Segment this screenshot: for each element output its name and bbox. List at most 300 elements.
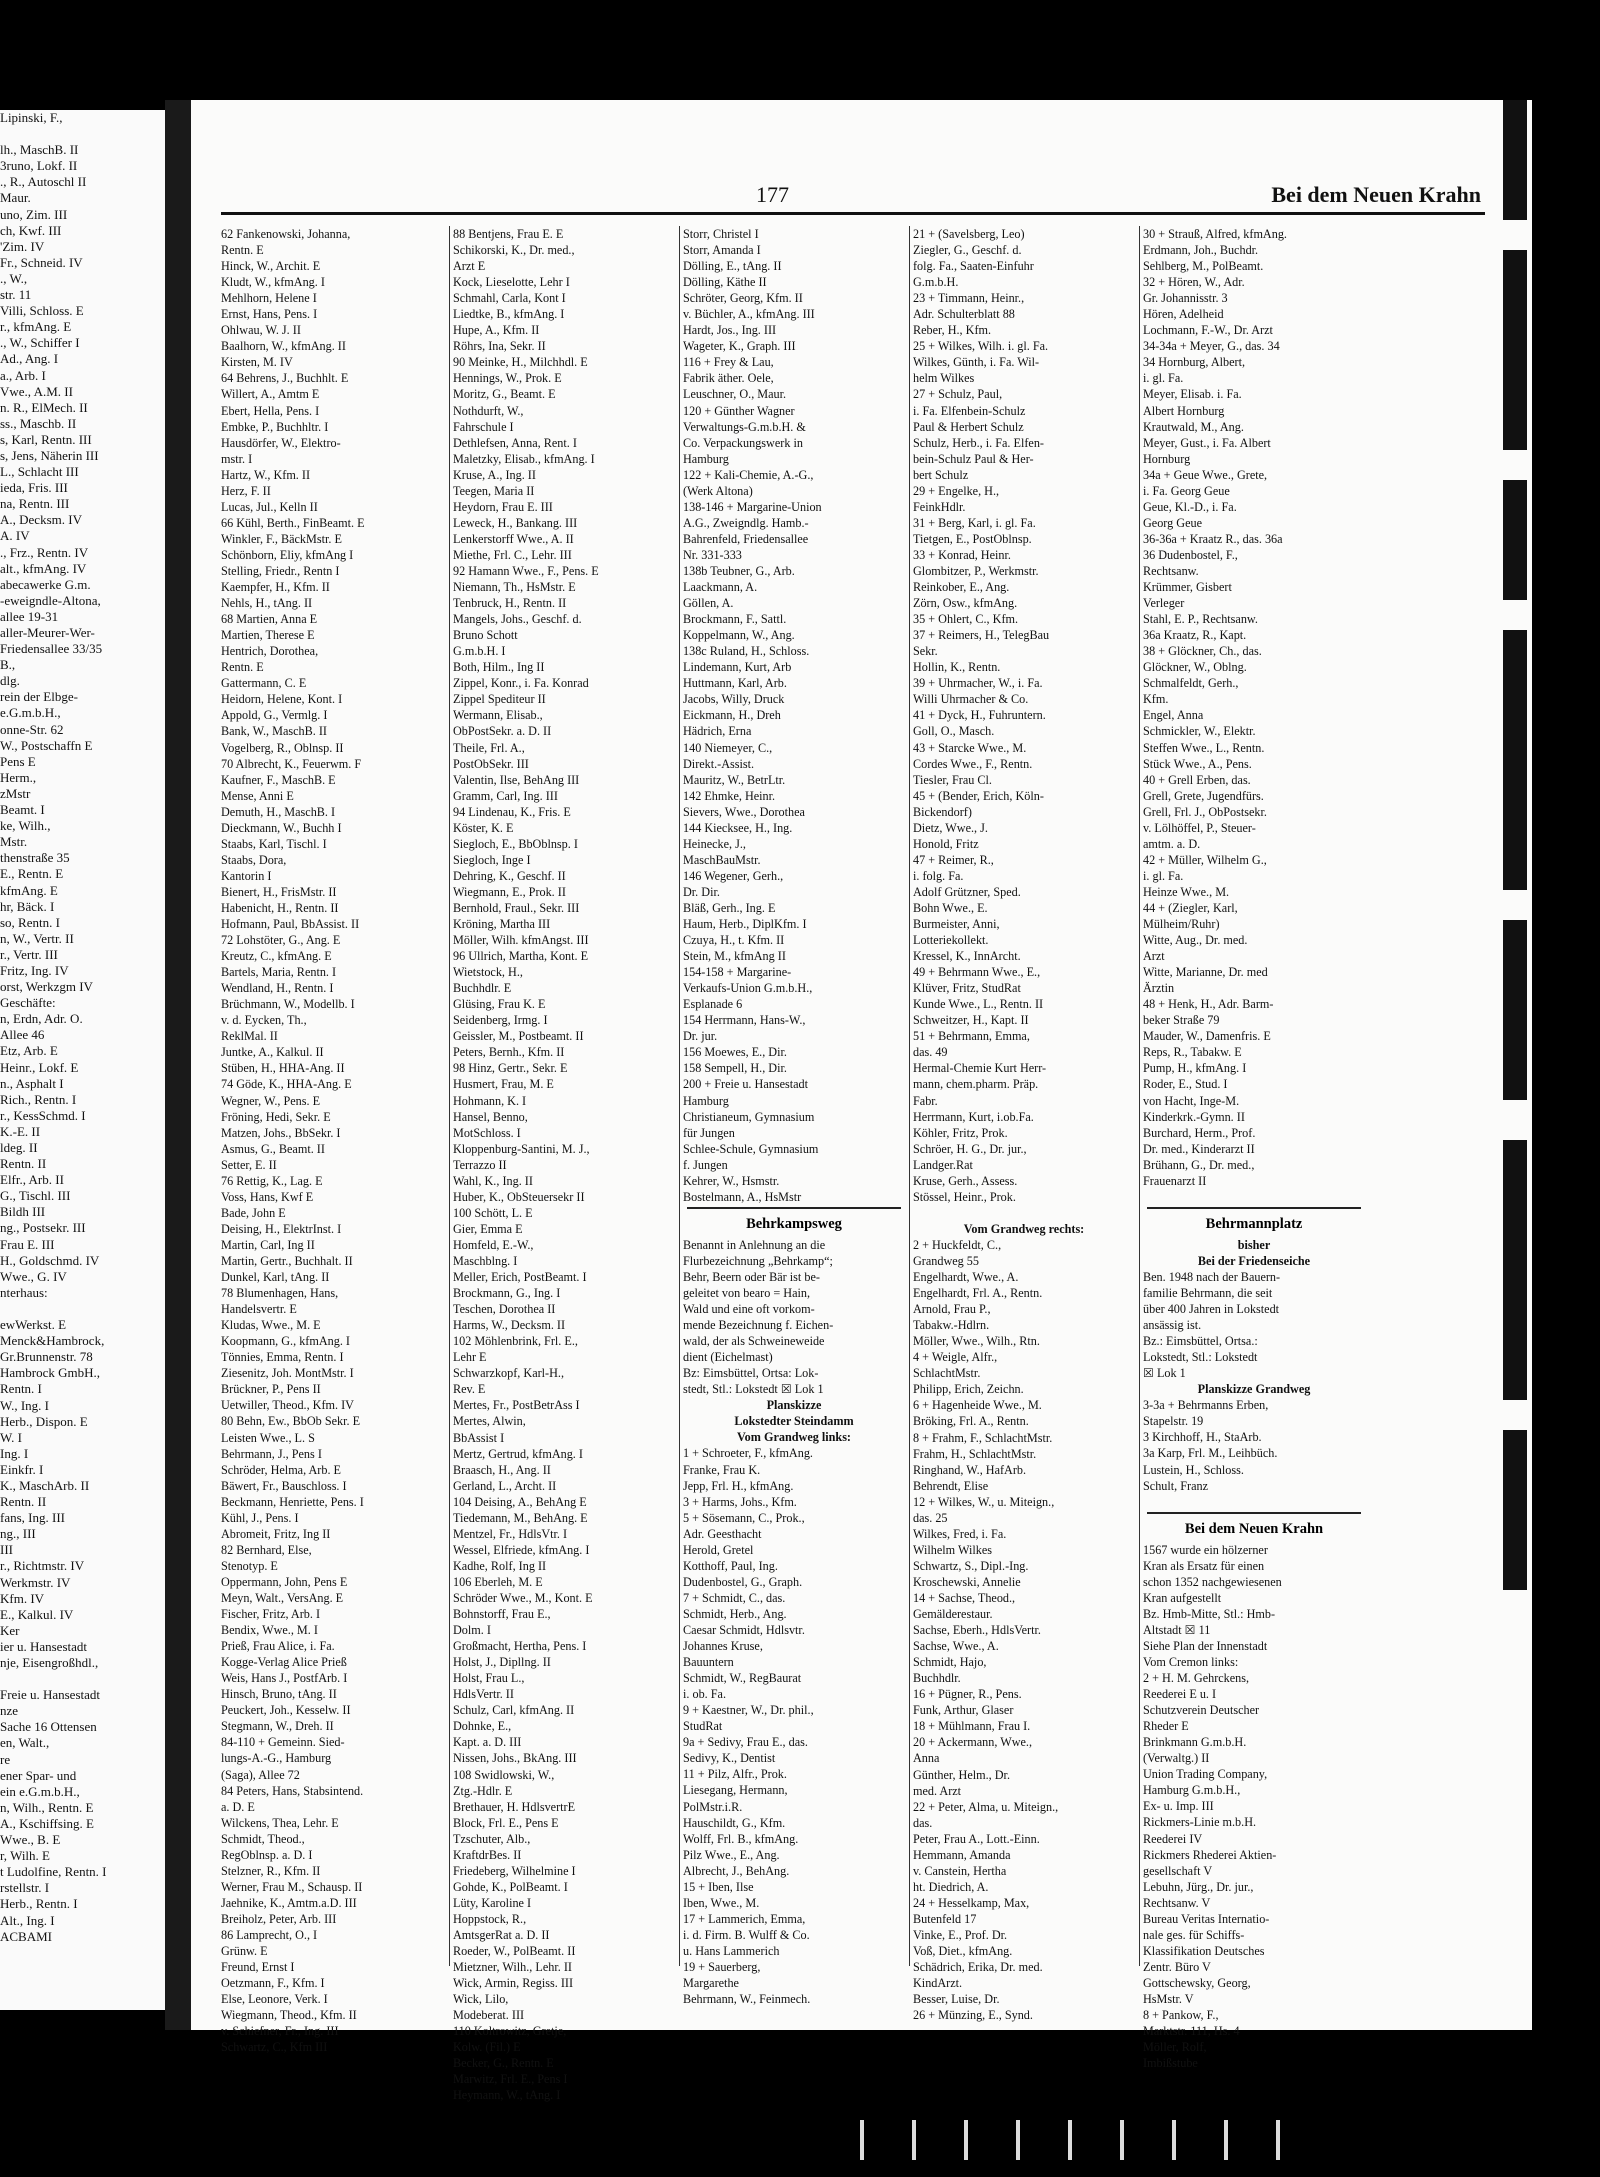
- prev-page-line: hr, Bäck. I: [0, 898, 55, 914]
- directory-entry-line: Pump, H., kfmAng. I: [1143, 1061, 1247, 1076]
- directory-entry-line: Homfeld, E.-W.,: [453, 1237, 534, 1252]
- directory-entry-line: Kadhe, Rolf, Ing II: [453, 1558, 547, 1573]
- directory-entry-line: Ohlwau, W. J. II: [221, 323, 301, 338]
- directory-entry-line: ht. Diedrich, A.: [913, 1879, 989, 1894]
- directory-entry-line: 110 Koltrowitz, Gretje,: [453, 2024, 567, 2039]
- directory-entry-line: Verwaltungs-G.m.b.H. &: [683, 419, 806, 434]
- prev-page-line: Mstr.: [0, 834, 28, 850]
- directory-entry-line: Co. Verpackungswerk in: [683, 435, 803, 450]
- prev-page-line: rstellstr. I: [0, 1880, 50, 1896]
- directory-entry-line: MotSchloss. I: [453, 1125, 521, 1140]
- directory-entry-line: Frahm, H., SchlachtMstr.: [913, 1446, 1037, 1461]
- prev-page-line: n. R., ElMech. II: [0, 399, 88, 415]
- directory-entry-line: StudRat: [683, 1719, 723, 1734]
- directory-entry-line: Hermal-Chemie Kurt Herr-: [913, 1061, 1047, 1076]
- prev-page-line: rein der Elbge-: [0, 689, 78, 705]
- directory-entry-line: 140 Niemeyer, C.,: [683, 740, 773, 755]
- directory-entry-line: Jaehnike, K., Amtm.a.D. III: [221, 1895, 357, 1910]
- directory-entry-line: Arzt E: [453, 259, 486, 274]
- directory-entry-line: SchlachtMstr.: [913, 1366, 981, 1381]
- directory-entry-line: Dunkel, Karl, tAng. II: [221, 1270, 330, 1285]
- directory-entry-line: Seidenberg, Irmg. I: [453, 1013, 548, 1028]
- directory-entry-line: Wilkes, Günth, i. Fa. Wil-: [913, 355, 1040, 370]
- prev-page-line: Fritz, Ing. IV: [0, 962, 69, 978]
- directory-entry-line: 72 Lohstöter, G., Ang. E: [221, 933, 341, 948]
- directory-entry-line: Mangels, Johs., Geschf. d.: [453, 612, 582, 627]
- directory-entry-line: [913, 1205, 1135, 1221]
- directory-entry-line: Flurbezeichnung „Behrkamp“;: [683, 1253, 833, 1268]
- prev-page-line: zMstr: [0, 785, 31, 801]
- directory-entry-line: Hamburg G.m.b.H.,: [1143, 1783, 1241, 1798]
- directory-entry-line: folg. Fa., Saaten-Einfuhr: [913, 259, 1034, 274]
- directory-entry-line: gesellschaft V: [1143, 1863, 1213, 1878]
- directory-entry-line: Adr. Geesthacht: [683, 1526, 762, 1541]
- directory-entry-line: Mülheim/Ruhr): [1143, 917, 1220, 932]
- directory-entry-line: Albert Hornburg: [1143, 403, 1225, 418]
- directory-entry-line: Teegen, Maria II: [453, 483, 535, 498]
- directory-entry-line: Lochmann, F.-W., Dr. Arzt: [1143, 323, 1273, 338]
- directory-entry-line: Göllen, A.: [683, 596, 734, 611]
- directory-entry-line: Hauschildt, G., Kfm.: [683, 1815, 786, 1830]
- directory-entry-line: Kantorin I: [221, 868, 272, 883]
- directory-entry-line: Fischer, Fritz, Arb. I: [221, 1607, 321, 1622]
- directory-entry-line: Bendix, Wwe., M. I: [221, 1623, 318, 1638]
- directory-entry-line: Röhrs, Ina, Sekr. II: [453, 339, 546, 354]
- directory-entry-line: 74 Göde, K., HHA-Ang. E: [221, 1077, 352, 1092]
- directory-entry-line: Nehls, H., tAng. II: [221, 596, 313, 611]
- directory-entry-line: Ex- u. Imp. III: [1143, 1799, 1214, 1814]
- prev-page-line: Rentn. I: [0, 1381, 42, 1397]
- directory-entry-line: Beckmann, Henriette, Pens. I: [221, 1494, 364, 1509]
- directory-entry-line: v. Schiefner, Fr., Ing. III: [221, 2024, 339, 2039]
- prev-page-line: r., Vertr. III: [0, 946, 58, 962]
- directory-entry-line: 41 + Dyck, H., Fuhruntern.: [913, 708, 1046, 723]
- directory-entry-line: Sedivy, K., Dentist: [683, 1751, 776, 1766]
- directory-entry-line: Rechtsanw. V: [1143, 1895, 1211, 1910]
- directory-entry-line: Peuckert, Joh., Kesselw. II: [221, 1703, 351, 1718]
- directory-entry-line: 36-36a + Kraatz R., das. 36a: [1143, 531, 1283, 546]
- directory-entry-line: Schröder Wwe., M., Kont. E: [453, 1590, 593, 1605]
- directory-entry-line: Günther, Helm., Dr.: [913, 1767, 1010, 1782]
- directory-entry-line: Hören, Adelheid: [1143, 307, 1224, 322]
- prev-page-line: Pens E: [0, 753, 36, 769]
- prev-page-line: alt., kfmAng. IV: [0, 560, 87, 576]
- directory-entry-line: Caesar Schmidt, Hdlsvtr.: [683, 1622, 805, 1637]
- directory-entry-line: 154-158 + Margarine-: [683, 965, 792, 980]
- directory-entry-line: Rev. E: [453, 1382, 486, 1397]
- directory-entry-line: Imbißstube: [1143, 2056, 1198, 2071]
- directory-entry-line: familie Behrmann, die seit: [1143, 1286, 1273, 1300]
- directory-entry-line: Brückner, P., Pens II: [221, 1382, 321, 1397]
- directory-entry-line: Kotthoff, Paul, Ing.: [683, 1558, 778, 1573]
- directory-entry-line: Geue, Kl.-D., i. Fa.: [1143, 499, 1237, 514]
- directory-entry-line: G.m.b.H. I: [453, 644, 506, 659]
- directory-entry-line: bein-Schulz Paul & Her-: [913, 451, 1034, 466]
- directory-entry-line: HsMstr. V: [1143, 1991, 1194, 2006]
- directory-entry-line: Wilkes, Fred, i. Fa.: [913, 1526, 1007, 1541]
- directory-entry-line: Bickendorf): [913, 804, 972, 819]
- directory-entry-line: 11 + Pilz, Alfr., Prok.: [683, 1767, 787, 1782]
- prev-page-line: ., R., Autoschl II: [0, 174, 87, 190]
- column-divider: [909, 226, 910, 1966]
- directory-entry-line: Brockmann, F., Sattl.: [683, 612, 787, 627]
- directory-entry-line: Witte, Aug., Dr. med.: [1143, 933, 1248, 948]
- directory-entry-line: Bade, John E: [221, 1205, 286, 1220]
- previous-page-fragment: [0, 110, 165, 2010]
- directory-entry-line: Cordes Wwe., F., Rentn.: [913, 756, 1033, 771]
- directory-entry-line: 84 Peters, Hans, Stabsintend.: [221, 1783, 364, 1798]
- directory-entry-line: Storr, Christel I: [683, 227, 759, 241]
- directory-entry-line: Reederei IV: [1143, 1831, 1203, 1846]
- directory-entry-line: Reps, R., Tabakw. E: [1143, 1045, 1242, 1060]
- directory-entry-line: 1567 wurde ein hölzerner: [1143, 1542, 1268, 1557]
- directory-entry-line: Hennings, W., Prok. E: [453, 371, 562, 386]
- directory-entry-line: Modeberat. III: [453, 2008, 525, 2023]
- directory-entry-line: 48 + Henk, H., Adr. Barm-: [1143, 997, 1274, 1012]
- prev-page-line: Wwe., G. IV: [0, 1268, 67, 1284]
- directory-entry-line: Hollin, K., Rentn.: [913, 660, 1001, 675]
- directory-entry-line: Dethlefsen, Anna, Rent. I: [453, 435, 577, 450]
- directory-entry-line: Else, Leonore, Verk. I: [221, 1992, 328, 2007]
- directory-entry-line: schon 1352 nachgewiesenen: [1143, 1574, 1282, 1589]
- directory-entry-line: 27 + Schulz, Paul,: [913, 387, 1003, 402]
- directory-entry-line: Dohnke, E.,: [453, 1719, 512, 1734]
- directory-entry-line: G.m.b.H.: [913, 275, 959, 290]
- page-number: 177: [756, 182, 789, 207]
- directory-entry-line: 51 + Behrmann, Emma,: [913, 1029, 1030, 1044]
- directory-entry-line: Zentr. Büro V: [1143, 1959, 1211, 1974]
- directory-entry-line: BbAssist I: [453, 1430, 505, 1445]
- prev-page-line: Lipinski, F.,: [0, 110, 63, 125]
- prev-page-line: en, Walt.,: [0, 1735, 50, 1751]
- directory-entry-line: Philipp, Erich, Zeichn.: [913, 1382, 1024, 1397]
- directory-entry-line: Funk, Arthur, Glaser: [913, 1703, 1014, 1718]
- directory-entry-line: Schmickler, W., Elektr.: [1143, 724, 1256, 739]
- directory-entry-line: das. 25: [913, 1510, 948, 1525]
- directory-entry-line: Laackmann, A.: [683, 580, 758, 595]
- directory-entry-line: Liedtke, B., kfmAng. I: [453, 307, 565, 322]
- heading-rule: [1147, 1207, 1361, 1209]
- directory-entry-line: 146 Wegener, Gerh.,: [683, 868, 784, 883]
- directory-entry-line: Werner, Frau M., Schausp. II: [221, 1879, 363, 1894]
- directory-entry-line: Behrmann, W., Feinmech.: [683, 1992, 811, 2007]
- directory-entry-line: v. Büchler, A., kfmAng. III: [683, 307, 815, 322]
- directory-entry-line: Becker, G., Rentn. E: [453, 2056, 554, 2071]
- directory-entry-line: Fahrschule I: [453, 419, 514, 434]
- street-heading: Bei dem Neuen Krahn: [1184, 1520, 1324, 1537]
- directory-entry-line: Leuschner, O., Maur.: [683, 387, 787, 402]
- prev-page-line: Ker: [0, 1622, 20, 1638]
- directory-entry-line: Hupe, A., Kfm. II: [453, 323, 540, 338]
- directory-entry-line: KindArzt.: [913, 1976, 963, 1991]
- prev-page-line: Gr.Brunnenstr. 78: [0, 1349, 93, 1365]
- directory-entry-line: Niemann, Th., HsMstr. E: [453, 580, 576, 595]
- directory-entry-line: 70 Albrecht, K., Feuerwm. F: [221, 756, 362, 771]
- prev-page-line: onne-Str. 62: [0, 721, 64, 737]
- directory-entry-line: wald, der als Schweineweide: [683, 1334, 825, 1349]
- directory-entry-line: Nothdurft, W.,: [453, 403, 524, 418]
- directory-entry-line: Wiegmann, Theod., Kfm. II: [221, 2008, 357, 2023]
- prev-page-line: Ad., Ang. I: [0, 351, 59, 367]
- directory-entry-line: Hinck, W., Archit. E: [221, 259, 321, 274]
- directory-entry-line: Hamburg: [683, 451, 729, 466]
- directory-entry-line: Schröter, Georg, Kfm. II: [683, 291, 803, 306]
- directory-entry-line: 34a + Geue Wwe., Grete,: [1143, 467, 1268, 482]
- directory-entry-line: 120 + Günther Wagner: [683, 403, 795, 418]
- prev-page-line: fans, Ing. III: [0, 1510, 65, 1526]
- directory-entry-line: Heinecke, J.,: [683, 836, 746, 851]
- directory-entry-line: Sekr.: [913, 644, 938, 659]
- column-divider: [449, 226, 450, 1966]
- directory-entry-line: Frauenarzt II: [1143, 1173, 1207, 1188]
- directory-entry-line: Leweck, H., Bankang. III: [453, 515, 578, 530]
- directory-entry-line: amtm. a. D.: [1143, 836, 1201, 851]
- directory-entry-line: Voss, Hans, Kwf E: [221, 1189, 314, 1204]
- directory-entry-line: Breiholz, Peter, Arb. III: [221, 1911, 337, 1926]
- directory-entry-line: Lüty, Karoline I: [453, 1895, 532, 1910]
- directory-entry-line: i. folg. Fa.: [913, 868, 964, 883]
- book-gutter: [165, 100, 191, 2030]
- directory-entry-line: Dehring, K., Geschf. II: [453, 868, 566, 883]
- directory-entry-line: Habenicht, H., Rentn. II: [221, 900, 339, 915]
- directory-entry-line: Möller, Rolf,: [1143, 2040, 1207, 2055]
- directory-entry-line: PostObSekr. III: [453, 756, 529, 771]
- directory-entry-line: 68 Martien, Anna E: [221, 612, 318, 627]
- directory-entry-line: Vinke, E., Prof. Dr.: [913, 1927, 1008, 1942]
- directory-entry-line: Klassifikation Deutsches: [1143, 1943, 1265, 1958]
- directory-entry-line: Lustein, H., Schloss.: [1143, 1462, 1244, 1477]
- directory-entry-line: Adolf Grützner, Sped.: [913, 884, 1021, 899]
- directory-entry-line: Weis, Hans J., PostfArb. I: [221, 1671, 348, 1686]
- directory-entry-line: 94 Lindenau, K., Fris. E: [453, 804, 571, 819]
- directory-entry-line: Krautwald, M., Ang.: [1143, 419, 1244, 434]
- directory-entry-line: Kogge-Verlag Alice Prieß: [221, 1655, 347, 1670]
- directory-entry-line: Engel, Anna: [1143, 708, 1204, 723]
- directory-entry-line: Hoppstock, R.,: [453, 1911, 527, 1926]
- prev-page-line: L., Schlacht III: [0, 464, 79, 480]
- directory-entry-line: Huber, K., ObSteuersekr II: [453, 1189, 585, 1204]
- prev-page-line: Maur.: [0, 190, 31, 206]
- prev-page-line: E., Kalkul. IV: [0, 1606, 74, 1622]
- directory-entry-line: Schult, Franz: [1143, 1478, 1208, 1493]
- directory-entry-line: Direkt.-Assist.: [683, 756, 755, 771]
- directory-entry-line: Zippel Spediteur II: [453, 692, 546, 707]
- directory-entry-line: Wegner, W., Pens. E: [221, 1093, 321, 1108]
- directory-entry-line: Schmidt, W., RegBaurat: [683, 1671, 802, 1686]
- prev-page-line: ss., Maschb. II: [0, 415, 77, 431]
- prev-page-line: t Ludolfine, Rentn. I: [0, 1864, 107, 1880]
- directory-entry-line: Möller, Wwe., Wilh., Rtn.: [913, 1334, 1040, 1349]
- directory-entry-line: (Werk Altona): [683, 483, 753, 498]
- prev-page-line: [0, 126, 165, 142]
- directory-entry-line: 43 + Starcke Wwe., M.: [913, 740, 1027, 755]
- section-subheading: Bei der Friedenseiche: [1197, 1253, 1311, 1268]
- directory-entry-line: 78 Blumenhagen, Hans,: [221, 1286, 339, 1301]
- directory-entry-line: Herrmann, Kurt, i.ob.Fa.: [913, 1109, 1034, 1124]
- directory-entry-line: Dieckmann, W., Buchh I: [221, 820, 342, 835]
- directory-entry-line: Wald und eine oft vorkom-: [683, 1302, 815, 1317]
- directory-entry-line: Hofmann, Paul, BbAssist. II: [221, 917, 360, 932]
- directory-entry-line: Dölling, E., tAng. II: [683, 259, 782, 274]
- directory-entry-line: 49 + Behrmann Wwe., E.,: [913, 965, 1041, 980]
- directory-entry-line: Tabakw.-Hdlrn.: [913, 1318, 990, 1333]
- directory-entry-line: Anna: [913, 1751, 940, 1766]
- directory-entry-line: Oppermann, John, Pens E: [221, 1574, 348, 1589]
- prev-page-line: 3runo, Lokf. II: [0, 158, 78, 174]
- directory-entry-line: 66 Kühl, Berth., FinBeamt. E: [221, 515, 365, 530]
- directory-entry-line: 1 + Schroeter, F., kfmAng.: [683, 1446, 813, 1461]
- directory-entry-line: Meyer, Gust., i. Fa. Albert: [1143, 435, 1271, 450]
- directory-entry-line: Sachse, Wwe., A.: [913, 1639, 999, 1654]
- directory-entry-line: Wageter, K., Graph. III: [683, 339, 796, 354]
- directory-entry-line: Tietgen, E., PostOblnsp.: [913, 531, 1032, 546]
- directory-entry-line: Matzen, Johs., BbSekr. I: [221, 1125, 341, 1140]
- directory-entry-line: Glöckner, W., Oblng.: [1143, 660, 1247, 675]
- directory-entry-line: Huttmann, Karl, Arb.: [683, 676, 787, 691]
- prev-page-line: A., Decksm. IV: [0, 512, 82, 528]
- directory-entry-line: Behrendt, Elise: [913, 1478, 989, 1493]
- directory-entry-line: Mertz, Gertrud, kfmAng. I: [453, 1446, 583, 1461]
- prev-page-line: s, Jens, Näherin III: [0, 447, 99, 463]
- directory-entry-line: 154 Herrmann, Hans-W.,: [683, 1013, 806, 1028]
- directory-entry-line: Landger.Rat: [913, 1157, 973, 1172]
- prev-page-line: Freie u. Hansestadt: [0, 1687, 101, 1703]
- prev-page-line: Herb., Dispon. E: [0, 1413, 88, 1429]
- directory-entry-line: Ztg.-Hdlr. E: [453, 1783, 513, 1798]
- prev-page-line: Einkfr. I: [0, 1461, 44, 1477]
- directory-entry-line: Bernhold, Fraul., Sekr. III: [453, 900, 580, 915]
- prev-page-line: Wwe., B. E: [0, 1832, 61, 1848]
- directory-entry-line: Bz: Eimsbüttel, Ortsa: Lok-: [683, 1366, 819, 1381]
- directory-entry-line: 122 + Kali-Chemie, A.-G.,: [683, 467, 814, 482]
- directory-entry-line: Pilz Wwe., E., Ang.: [683, 1847, 780, 1862]
- directory-entry-line: Stein, M., kfmAng II: [683, 949, 786, 964]
- directory-entry-line: Meller, Erich, PostBeamt. I: [453, 1270, 587, 1285]
- directory-entry-line: RegOblnsp. a. D. I: [221, 1847, 313, 1862]
- directory-entry-line: Kran als Ersatz für einen: [1143, 1558, 1265, 1573]
- directory-entry-line: Heymann, W., tAng. I: [453, 2088, 561, 2103]
- directory-entry-line: 26 + Münzing, E., Synd.: [913, 2008, 1033, 2023]
- directory-entry-line: Mauritz, W., BetrLtr.: [683, 772, 786, 787]
- directory-entry-line: Lindemann, Kurt, Arb: [683, 660, 792, 675]
- directory-entry-line: 38 + Glöckner, Ch., das.: [1143, 644, 1262, 659]
- directory-entry-line: 102 Möhlenbrink, Frl. E.,: [453, 1334, 578, 1349]
- directory-entry-line: Mietzner, Wilh., Lehr. II: [453, 1960, 572, 1975]
- directory-entry-line: Bläß, Gerh., Ing. E: [683, 900, 776, 915]
- directory-entry-line: Hädrich, Erna: [683, 724, 752, 739]
- directory-entry-line: 19 + Sauerberg,: [683, 1959, 761, 1974]
- directory-entry-line: 36 Dudenbostel, F.,: [1143, 547, 1238, 562]
- prev-page-line: so, Rentn. I: [0, 914, 60, 930]
- directory-entry-line: von Hacht, Inge-M.: [1143, 1093, 1240, 1108]
- prev-page-line: K.-E. II: [0, 1123, 41, 1139]
- directory-entry-line: Reinkober, E., Ang.: [913, 580, 1010, 595]
- directory-entry-line: Dölling, Käthe II: [683, 275, 767, 290]
- directory-entry-line: Koppelmann, W., Ang.: [683, 628, 795, 643]
- column-5: [1143, 226, 1365, 2071]
- directory-entry-line: Bauuntern: [683, 1655, 734, 1670]
- prev-page-line: ng., III: [0, 1526, 36, 1542]
- directory-entry-line: Brinkmann G.m.b.H.: [1143, 1735, 1247, 1750]
- directory-entry-line: Lucas, Jul., Kelln II: [221, 499, 318, 514]
- directory-entry-line: A.G., Zweigndlg. Hamb.-: [683, 515, 809, 530]
- directory-entry-line: Holst, Frau L.,: [453, 1671, 525, 1686]
- directory-entry-line: 80 Behn, Ew., BbOb Sekr. E: [221, 1414, 361, 1429]
- directory-entry-line: Arzt: [1143, 949, 1165, 964]
- prev-page-line: Villi, Schloss. E: [0, 303, 84, 319]
- directory-entry-line: Kunde Wwe., L., Rentn. II: [913, 997, 1044, 1012]
- directory-entry-line: 138-146 + Margarine-Union: [683, 499, 822, 514]
- directory-entry-line: Jacobs, Willy, Druck: [683, 692, 785, 707]
- directory-entry-line: Schutzverein Deutscher: [1143, 1703, 1260, 1718]
- directory-entry-line: Kehrer, W., Hsmstr.: [683, 1173, 780, 1188]
- prev-page-line: ier u. Hansestadt: [0, 1638, 88, 1654]
- directory-entry-line: mstr. I: [221, 451, 253, 466]
- directory-entry-line: Stenotyp. E: [221, 1558, 278, 1573]
- directory-entry-line: Peters, Bernh., Kfm. II: [453, 1045, 565, 1060]
- directory-entry-line: Nr. 331-333: [683, 547, 742, 562]
- directory-entry-line: Bz.: Eimsbüttel, Ortsa.:: [1143, 1334, 1258, 1349]
- directory-entry-line: 44 + (Ziegler, Karl,: [1143, 900, 1238, 915]
- directory-entry-line: 5 + Sösemann, C., Prok.,: [683, 1510, 805, 1525]
- directory-entry-line: Tiedemann, M., BehAng. E: [453, 1510, 588, 1525]
- directory-entry-line: Kühl, J., Pens. I: [221, 1510, 299, 1525]
- directory-entry-line: 6 + Hagenheide Wwe., M.: [913, 1398, 1042, 1413]
- directory-entry-line: 21 + (Savelsberg, Leo): [913, 227, 1025, 241]
- directory-entry-line: [1143, 1494, 1365, 1510]
- prev-page-line: nterhaus:: [0, 1284, 48, 1300]
- directory-entry-line: i. gl. Fa.: [1143, 868, 1184, 883]
- section-subheading: Planskizze: [766, 1398, 822, 1413]
- directory-entry-line: Behrmann, J., Pens I: [221, 1446, 322, 1461]
- directory-entry-line: Erdmann, Joh., Buchdr.: [1143, 243, 1259, 258]
- directory-entry-line: Kröning, Martha III: [453, 917, 551, 932]
- directory-entry-line: 2 + H. M. Gehrckens,: [1143, 1671, 1250, 1686]
- directory-entry-line: Liesegang, Hermann,: [683, 1783, 788, 1798]
- prev-page-line: orst, Werkzgm IV: [0, 979, 93, 995]
- prev-page-line: dlg.: [0, 673, 20, 689]
- directory-entry-line: Verleger: [1143, 596, 1185, 611]
- directory-entry-line: Schmalfeldt, Gerh.,: [1143, 676, 1239, 691]
- directory-entry-line: über 400 Jahren in Lokstedt: [1143, 1302, 1280, 1317]
- directory-entry-line: helm Wilkes: [913, 371, 975, 386]
- directory-entry-line: Schmahl, Carla, Kont I: [453, 291, 566, 306]
- directory-entry-line: Stapelstr. 19: [1143, 1414, 1204, 1429]
- directory-entry-line: Storr, Amanda I: [683, 243, 761, 258]
- directory-entry-line: Mehlhorn, Helene I: [221, 291, 317, 306]
- prev-page-line: ener Spar- und: [0, 1767, 77, 1783]
- directory-entry-line: 138c Ruland, H., Schloss.: [683, 644, 810, 659]
- prev-page-line: n, W., Vertr. II: [0, 930, 74, 946]
- prev-page-line: Herb., Rentn. I: [0, 1896, 78, 1912]
- directory-entry-line: Engelhardt, Wwe., A.: [913, 1270, 1019, 1285]
- directory-entry-line: 18 + Mühlmann, Frau I.: [913, 1719, 1031, 1734]
- directory-entry-line: 90 Meinke, H., Milchhdl. E: [453, 355, 588, 370]
- directory-entry-line: Kaufner, F., MaschB. E: [221, 772, 336, 787]
- directory-entry-line: Theile, Frl. A.,: [453, 740, 525, 755]
- directory-entry-line: Lenkerstorff Wwe., A. II: [453, 531, 574, 546]
- directory-entry-line: Hentrich, Dorothea,: [221, 644, 319, 659]
- directory-entry-line: Hohmann, K. I: [453, 1093, 527, 1108]
- heading-rule: [687, 1207, 901, 1209]
- street-heading: Behrkampsweg: [746, 1215, 842, 1232]
- directory-entry-line: 36a Kraatz, R., Kapt.: [1143, 628, 1247, 643]
- prev-page-line: ewWerkst. E: [0, 1317, 67, 1333]
- running-head: Bei dem Neuen Krahn: [1271, 182, 1481, 207]
- directory-entry-line: i. d. Firm. B. Wulff & Co.: [683, 1927, 810, 1942]
- directory-entry-line: Lotteriekollekt.: [913, 933, 989, 948]
- directory-entry-line: 29 + Engelke, H.,: [913, 483, 1000, 498]
